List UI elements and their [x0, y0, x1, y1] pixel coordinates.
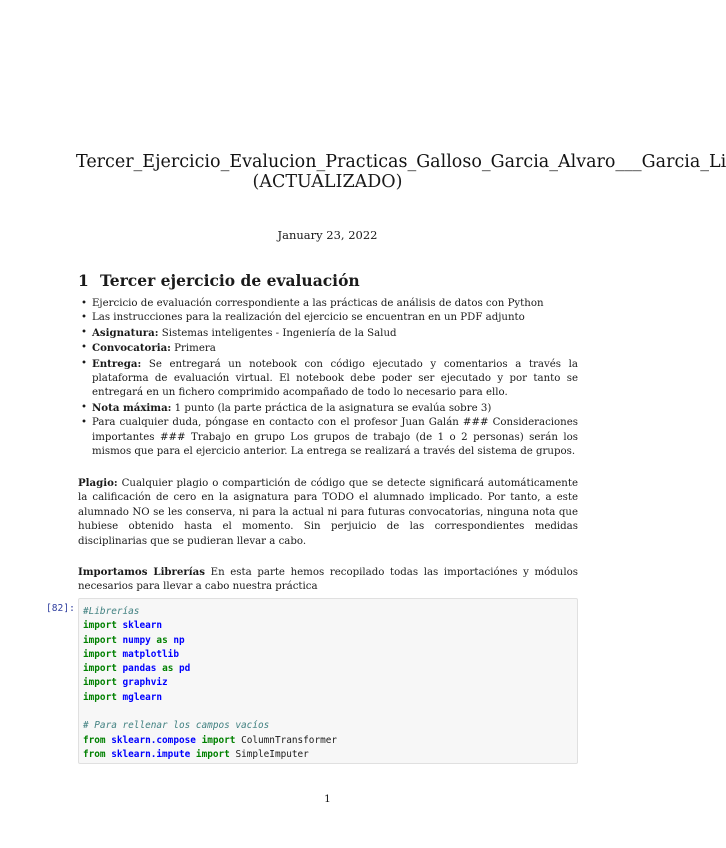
code-token: from [83, 748, 106, 760]
code-token: import [83, 663, 117, 675]
plagio-label: Plagio: [78, 477, 118, 489]
section-title: Tercer ejercicio de evaluación [100, 271, 360, 290]
code-token: import [83, 620, 117, 632]
code-token: import [83, 648, 117, 660]
bullet-item [78, 416, 578, 459]
document-title: Tercer_Ejercicio_Evalucion_Practicas_Galloso_Garcia_Alvaro___Garcia_Li [76, 152, 726, 172]
bullet-label: Convocatoria: [92, 342, 171, 355]
section-number: 1 [78, 271, 89, 290]
code-token: mglearn [122, 691, 163, 703]
code-line [83, 648, 573, 662]
code-line [83, 719, 573, 733]
code-line [83, 734, 573, 748]
document-title-line2: (ACTUALIZADO) [252, 172, 403, 192]
bullet-text: Sistemas inteligentes - Ingeniería de la Salud [158, 327, 397, 339]
bullet-item [78, 401, 578, 416]
bullet-text: Se entregará un notebook con código ejecutado y comentarios a través la plataforma de evaluación virtual. El notebook debe poder ser ejecutado y por tanto se entregará en un fichero comprimido acompañado de todo lo necesario para ello. [92, 358, 578, 399]
cell-prompt: [82]: [46, 603, 75, 614]
bullet-item [78, 311, 578, 325]
code-line [83, 662, 573, 676]
code-token: import [195, 748, 230, 760]
plagio-text: Cualquier plagio o compartición de código que se detecte significará automáticamente la calificación de cero en la asignatura para TODO el alumnado implicado. Por tanto, a este alumnado NO se les conserva, ni para la actual ni para futuras convocatorias, ninguna nota que hubiese obtenido hasta el momento. Sin perjuicio de las correspondientes medidas disciplinarias que se pudieran llevar a cabo. [78, 478, 578, 547]
code-line [83, 748, 573, 762]
bullet-label: Entrega: [92, 357, 142, 370]
plagio-paragraph [78, 476, 578, 549]
code-token: sklearn [122, 620, 163, 632]
bullet-label: Asignatura: [92, 326, 159, 339]
bullet-text: Primera [170, 343, 216, 355]
bullet-item [78, 357, 578, 401]
code-token: pandas [122, 663, 157, 675]
bullet-item [78, 297, 578, 311]
document-date: January 23, 2022 [277, 228, 378, 242]
code-line [83, 619, 573, 633]
code-token: as [162, 663, 174, 675]
code-token: numpy [122, 634, 151, 646]
code-token: graphviz [122, 677, 168, 689]
code-token: #Librerías [83, 606, 140, 617]
code-token: SimpleImputer [229, 748, 309, 760]
code-line [83, 605, 573, 619]
bullet-text: Las instrucciones para la realización del ejercicio se encuentran en un PDF adjunto [92, 312, 525, 324]
code-token: sklearn.impute [111, 748, 191, 760]
code-token: import [83, 634, 117, 646]
code-line [83, 634, 573, 648]
section-heading [78, 271, 360, 290]
code-token: pd [179, 663, 191, 675]
code-token: matplotlib [122, 648, 179, 660]
page-number: 1 [324, 793, 331, 805]
bullet-text: 1 punto (la parte práctica de la asignatura se evalúa sobre 3) [171, 402, 492, 414]
code-token: # Para rellenar los campos vacíos [83, 720, 270, 732]
code-line [83, 676, 573, 690]
code-token: import [83, 691, 117, 703]
code-line [83, 691, 573, 705]
code-token: np [173, 634, 185, 646]
code-token: import [201, 734, 236, 746]
import-label: Importamos Librerías [78, 566, 205, 578]
code-token: import [83, 677, 117, 689]
code-token: from [83, 734, 106, 746]
bullet-item [78, 341, 578, 356]
code-line [83, 705, 573, 719]
bullet-text: Para cualquier duda, póngase en contacto con el profesor Juan Galán ### Consideraciones importantes ### Trabajo en grupo Los grupos de trabajo (de 1 o 2 personas) serán los mismos que para el ejercicio anterior. La entrega se realizará a través del sistema de grupos. [92, 417, 578, 458]
import-text: En esta parte hemos recopilado todas las importaciónes y módulos necesarios para llevar a cabo nuestra práctica [78, 567, 578, 593]
bullet-item [78, 326, 578, 341]
code-token: as [156, 634, 168, 646]
bullet-label: Nota máxima: [92, 401, 172, 414]
bullet-text: Ejercicio de evaluación correspondiente a las prácticas de análisis de datos con Python [92, 298, 544, 309]
bullet-list [78, 297, 578, 459]
code-token: sklearn.compose [111, 734, 196, 746]
code-cell[interactable] [78, 598, 578, 764]
import-paragraph [78, 565, 578, 595]
code-token: ColumnTransformer [235, 734, 338, 746]
